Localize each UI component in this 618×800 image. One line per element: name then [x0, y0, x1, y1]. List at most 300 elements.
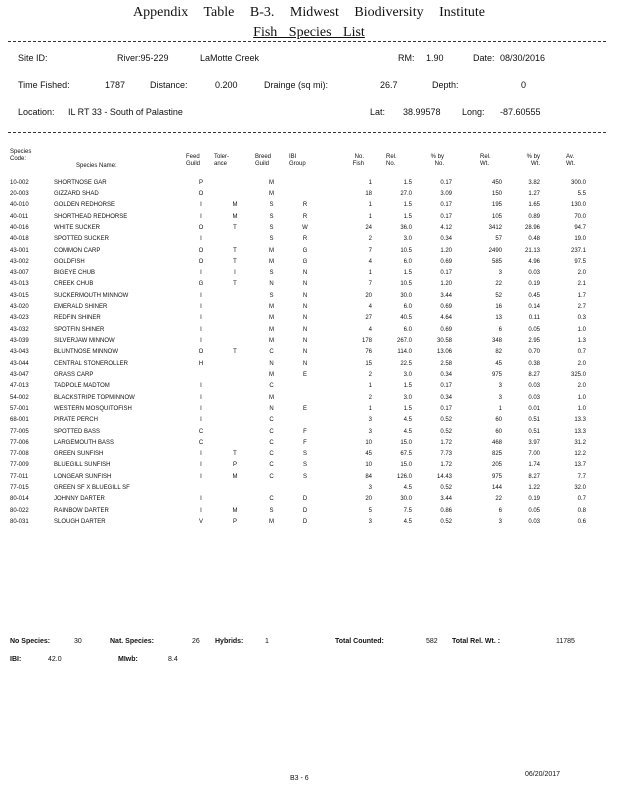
species-name-cell: RAINBOW DARTER	[54, 507, 109, 514]
tolerance-cell	[215, 403, 255, 414]
rel-wt-cell: 16	[495, 304, 502, 311]
breed-guild-cell: M	[269, 394, 274, 401]
pct-wt-cell: 8.27	[528, 473, 540, 480]
pct-wt-cell: 0.03	[528, 519, 540, 526]
ibi-group-cell: N	[302, 315, 308, 322]
breed-guild-cell: C	[269, 349, 274, 356]
table-row	[10, 516, 586, 527]
species-name-cell: CREEK CHUB	[54, 281, 94, 288]
ibi-group-cell: D	[302, 507, 308, 514]
pct-no-cell: 0.86	[440, 507, 452, 514]
pct-no-cell: 30.58	[436, 338, 452, 345]
av-wt-cell: 1.0	[577, 394, 586, 401]
total-rel-wt-label: Total Rel. Wt. :	[452, 638, 501, 645]
breed-guild-cell: C	[269, 451, 274, 458]
species-name-cell: GIZZARD SHAD	[54, 190, 99, 197]
no-fish-cell: 84	[365, 473, 372, 480]
col-header-feed-guild: Feed Guild	[186, 154, 201, 167]
species-code-cell: 43-047	[10, 371, 29, 378]
rel-wt-cell: 105	[491, 213, 502, 220]
species-name-cell: SPOTTED SUCKER	[54, 236, 110, 243]
tolerance-cell	[215, 313, 255, 324]
species-code-cell: 10-002	[10, 179, 29, 186]
rel-no-cell: 126.0	[396, 473, 412, 480]
ibi-group-cell: N	[302, 304, 308, 311]
feed-guild-cell: O	[198, 190, 204, 197]
pct-wt-cell: 28.96	[524, 224, 540, 231]
species-name-cell: TADPOLE MADTOM	[54, 383, 110, 390]
no-fish-cell: 4	[368, 304, 372, 311]
ibi-group-cell: N	[302, 349, 308, 356]
av-wt-cell: 0.7	[577, 496, 586, 503]
no-fish-cell: 15	[365, 360, 372, 367]
breed-guild-cell: M	[269, 179, 274, 186]
breed-guild-cell	[255, 482, 288, 493]
ibi-group-cell: N	[302, 326, 308, 333]
rel-no-cell: 3.0	[403, 371, 412, 378]
species-name-cell: BLUEGILL SUNFISH	[54, 462, 111, 469]
ibi-group-cell	[288, 482, 322, 493]
col-header-pct-wt: % by Wt.	[526, 154, 540, 167]
rel-wt-cell: 468	[491, 439, 502, 446]
rel-wt-cell: 195	[491, 202, 502, 209]
feed-guild-cell: I	[200, 451, 202, 458]
feed-guild-cell: I	[200, 270, 202, 277]
rel-wt-cell: 60	[495, 428, 502, 435]
pct-no-cell: 3.09	[440, 190, 452, 197]
ibi-group-cell	[288, 381, 322, 392]
breed-guild-cell: M	[269, 258, 274, 265]
pct-no-cell: 0.34	[440, 371, 452, 378]
table-row	[10, 392, 586, 403]
no-fish-cell: 76	[365, 349, 372, 356]
pct-wt-cell: 1.65	[528, 202, 540, 209]
pct-wt-cell: 0.19	[528, 281, 540, 288]
pct-no-cell: 1.72	[440, 439, 452, 446]
time-fished-value: 1787	[105, 80, 126, 90]
long-value: -87.60555	[500, 107, 541, 117]
rel-no-cell: 4.5	[403, 519, 412, 526]
ibi-group-cell: N	[302, 281, 308, 288]
feed-guild-cell: I	[200, 383, 202, 390]
feed-guild-cell: P	[198, 179, 203, 186]
species-code-cell: 77-011	[10, 473, 29, 480]
species-code-cell: 77-005	[10, 428, 29, 435]
col-header-rel-no: Rel. No.	[386, 154, 397, 167]
distance-value: 0.200	[215, 80, 238, 90]
species-code-cell: 77-008	[10, 451, 29, 458]
time-fished-label: Time Fished:	[18, 80, 70, 90]
table-row	[10, 381, 586, 392]
breed-guild-cell: S	[269, 224, 274, 231]
species-code-cell: 40-010	[10, 202, 29, 209]
table-row	[10, 279, 586, 290]
species-code-cell: 43-015	[10, 292, 29, 299]
tolerance-cell	[215, 335, 255, 346]
pct-no-cell: 0.17	[440, 270, 452, 277]
pct-no-cell: 1.20	[440, 281, 452, 288]
feed-guild-cell: I	[200, 507, 202, 514]
rel-wt-cell: 1	[498, 405, 502, 412]
pct-wt-cell: 0.48	[528, 236, 540, 243]
no-fish-cell: 20	[365, 496, 372, 503]
site-id-label: Site ID:	[18, 53, 48, 63]
rel-no-cell: 40.5	[400, 315, 412, 322]
rel-wt-cell: 585	[491, 258, 502, 265]
pct-no-cell: 0.52	[440, 485, 452, 492]
feed-guild-cell	[187, 482, 215, 493]
species-name-cell: PIRATE PERCH	[54, 417, 98, 424]
nat-species-label: Nat. Species:	[110, 638, 154, 645]
feed-guild-cell: I	[200, 213, 202, 220]
tolerance-cell: T	[233, 224, 237, 231]
no-fish-cell: 7	[368, 247, 372, 254]
drainage-label: Drainge (sq mi):	[264, 80, 329, 90]
rel-wt-cell: 22	[495, 281, 502, 288]
rel-wt-cell: 6	[498, 507, 502, 514]
table-row	[10, 358, 586, 369]
species-name-cell: SPOTTED BASS	[54, 428, 101, 435]
feed-guild-cell	[187, 369, 215, 380]
lat-value: 38.99578	[403, 107, 441, 117]
rm-label: RM:	[398, 53, 415, 63]
av-wt-cell: 13.7	[574, 462, 586, 469]
av-wt-cell: 94.7	[574, 224, 586, 231]
pct-no-cell: 0.52	[440, 519, 452, 526]
table-row	[10, 335, 586, 346]
av-wt-cell: 300.0	[570, 179, 586, 186]
col-header-breed-guild: Breed Guild	[255, 154, 272, 167]
pct-wt-cell: 0.70	[528, 349, 540, 356]
col-header-ibi-group: IBI Group	[289, 154, 306, 167]
species-code-cell: 77-009	[10, 462, 29, 469]
pct-no-cell: 0.69	[440, 304, 452, 311]
col-header-pct-no: % by No.	[430, 154, 444, 167]
species-name-cell: SUCKERMOUTH MINNOW	[54, 292, 129, 299]
miwb-label: MIwb:	[118, 656, 138, 663]
table-row	[10, 290, 586, 301]
breed-guild-cell: M	[269, 519, 274, 526]
tolerance-cell: T	[233, 281, 237, 288]
breed-guild-cell: M	[269, 371, 274, 378]
ibi-group-cell	[288, 177, 322, 188]
av-wt-cell: 2.1	[577, 281, 586, 288]
pct-no-cell: 0.17	[440, 202, 452, 209]
species-name-cell: SPOTFIN SHINER	[54, 326, 105, 333]
rel-no-cell: 15.0	[400, 439, 412, 446]
pct-wt-cell: 0.01	[528, 405, 540, 412]
table-row	[10, 211, 586, 222]
table-row	[10, 426, 586, 437]
tolerance-cell: T	[233, 451, 237, 458]
rel-no-cell: 1.5	[403, 405, 412, 412]
rel-wt-cell: 22	[495, 496, 502, 503]
breed-guild-cell: N	[269, 360, 274, 367]
table-row	[10, 313, 586, 324]
rel-no-cell: 114.0	[397, 349, 412, 356]
tolerance-cell	[215, 482, 255, 493]
species-name-cell: SHORTHEAD REDHORSE	[54, 213, 128, 220]
species-code-cell: 77-015	[10, 485, 29, 492]
rel-no-cell: 30.0	[400, 292, 412, 299]
av-wt-cell: 2.0	[577, 383, 586, 390]
pct-wt-cell: 1.27	[528, 190, 540, 197]
col-header-rel-wt: Rel. Wt.	[480, 154, 491, 167]
av-wt-cell: 97.5	[574, 258, 586, 265]
breed-guild-cell: C	[269, 428, 274, 435]
av-wt-cell: 0.6	[577, 519, 586, 526]
pct-no-cell: 0.34	[440, 394, 452, 401]
breed-guild-cell: S	[269, 292, 274, 299]
breed-guild-cell: S	[269, 270, 274, 277]
tolerance-cell: T	[233, 258, 237, 265]
pct-no-cell: 0.17	[440, 405, 452, 412]
av-wt-cell: 0.3	[577, 315, 586, 322]
location-label: Location:	[18, 107, 55, 117]
species-code-cell: 80-022	[10, 507, 29, 514]
no-fish-cell: 10	[365, 462, 372, 469]
rel-wt-cell: 60	[495, 417, 502, 424]
breed-guild-cell: N	[269, 405, 274, 412]
feed-guild-cell: G	[198, 281, 204, 288]
species-name-cell: LONGEAR SUNFISH	[54, 473, 112, 480]
table-row	[10, 324, 586, 335]
date-label: Date:	[473, 53, 495, 63]
no-fish-cell: 4	[368, 258, 372, 265]
av-wt-cell: 2.0	[577, 270, 586, 277]
ibi-group-cell: G	[302, 247, 308, 254]
no-fish-cell: 3	[368, 428, 372, 435]
lat-label: Lat:	[370, 107, 386, 117]
hybrids-label: Hybrids:	[215, 638, 244, 645]
species-table-body	[10, 177, 586, 528]
no-fish-cell: 45	[365, 451, 372, 458]
table-row	[10, 256, 586, 267]
av-wt-cell: 2.0	[577, 360, 586, 367]
breed-guild-cell: C	[269, 439, 274, 446]
table-row	[10, 482, 586, 493]
rel-wt-cell: 348	[491, 338, 502, 345]
pct-no-cell: 2.58	[440, 360, 452, 367]
date-value: 08/30/2016	[500, 53, 546, 63]
pct-no-cell: 0.17	[440, 179, 452, 186]
feed-guild-cell: I	[200, 405, 202, 412]
species-code-cell: 43-002	[10, 258, 29, 265]
rm-value: 1.90	[426, 53, 444, 63]
table-row	[10, 505, 586, 516]
av-wt-cell: 1.0	[577, 405, 586, 412]
species-name-cell: LARGEMOUTH BASS	[54, 439, 115, 446]
pct-no-cell: 0.69	[440, 258, 452, 265]
nat-species-value: 26	[192, 638, 200, 645]
tolerance-cell: P	[232, 462, 237, 469]
rel-no-cell: 1.5	[403, 202, 412, 209]
species-code-cell: 43-013	[10, 281, 29, 288]
breed-guild-cell: M	[269, 247, 274, 254]
species-name-cell: BIGEYE CHUB	[54, 270, 96, 277]
river-name: LaMotte Creek	[200, 53, 260, 63]
ibi-group-cell: N	[302, 360, 308, 367]
rel-wt-cell: 975	[491, 371, 502, 378]
divider	[8, 132, 606, 133]
ibi-group-cell: R	[302, 236, 308, 243]
species-code-cell: 43-023	[10, 315, 29, 322]
species-name-cell: JOHNNY DARTER	[54, 496, 105, 503]
table-row	[10, 449, 586, 460]
ibi-group-cell: N	[302, 292, 308, 299]
species-code-cell: 80-014	[10, 496, 29, 503]
rel-wt-cell: 3	[498, 383, 502, 390]
pct-wt-cell: 4.96	[528, 258, 540, 265]
location-value: IL RT 33 - South of Palastine	[68, 107, 183, 117]
pct-wt-cell: 0.03	[528, 394, 540, 401]
no-fish-cell: 1	[368, 179, 372, 186]
no-fish-cell: 7	[368, 281, 372, 288]
tolerance-cell	[215, 188, 255, 199]
rel-no-cell: 3.0	[403, 236, 412, 243]
rel-no-cell: 1.5	[403, 270, 412, 277]
pct-no-cell: 1.20	[440, 247, 452, 254]
pct-no-cell: 0.17	[440, 213, 452, 220]
table-row	[10, 188, 586, 199]
tolerance-cell	[215, 234, 255, 245]
report-subtitle: Fish Species List	[253, 25, 365, 40]
no-species-label: No Species:	[10, 638, 51, 645]
ibi-group-cell: F	[303, 439, 307, 446]
ibi-group-cell: E	[302, 371, 307, 378]
rel-no-cell: 7.5	[403, 507, 412, 514]
rel-wt-cell: 144	[491, 485, 502, 492]
tolerance-cell: M	[232, 202, 238, 209]
rel-no-cell: 6.0	[403, 326, 412, 333]
breed-guild-cell: M	[269, 315, 274, 322]
rel-wt-cell: 3412	[488, 224, 502, 231]
species-name-cell: WESTERN MOSQUITOFISH	[54, 405, 132, 412]
tolerance-cell: M	[232, 473, 238, 480]
feed-guild-cell: I	[200, 417, 202, 424]
rel-wt-cell: 3	[498, 394, 502, 401]
rel-no-cell: 1.5	[403, 213, 412, 220]
rel-wt-cell: 6	[498, 326, 502, 333]
feed-guild-cell: O	[198, 258, 204, 265]
breed-guild-cell: C	[269, 383, 274, 390]
rel-no-cell: 10.5	[400, 247, 412, 254]
feed-guild-cell: I	[200, 236, 202, 243]
species-code-cell: 40-016	[10, 224, 29, 231]
feed-guild-cell: I	[200, 473, 202, 480]
pct-wt-cell: 7.00	[528, 451, 540, 458]
av-wt-cell: 5.5	[577, 190, 586, 197]
feed-guild-cell: V	[198, 519, 203, 526]
rel-no-cell: 27.0	[400, 190, 412, 197]
species-code-cell: 54-002	[10, 394, 29, 401]
ibi-group-cell	[288, 415, 322, 426]
pct-wt-cell: 0.05	[528, 326, 540, 333]
col-header-species-name: Species Name:	[76, 163, 117, 169]
no-fish-cell: 27	[365, 315, 372, 322]
av-wt-cell: 0.8	[577, 507, 586, 514]
no-fish-cell: 20	[365, 292, 372, 299]
rel-wt-cell: 57	[495, 236, 502, 243]
pct-no-cell: 0.69	[440, 326, 452, 333]
tolerance-cell: T	[233, 247, 237, 254]
table-row	[10, 415, 586, 426]
species-code-cell: 43-039	[10, 338, 29, 345]
tolerance-cell	[215, 369, 255, 380]
av-wt-cell: 1.3	[577, 338, 586, 345]
feed-guild-cell: I	[200, 315, 202, 322]
feed-guild-cell: I	[200, 338, 202, 345]
rel-wt-cell: 82	[495, 349, 502, 356]
tolerance-cell	[215, 177, 255, 188]
rel-no-cell: 10.5	[400, 281, 412, 288]
av-wt-cell: 1.0	[577, 326, 586, 333]
footer-date: 06/20/2017	[525, 771, 561, 778]
av-wt-cell: 237.1	[570, 247, 586, 254]
rel-no-cell: 3.0	[403, 394, 412, 401]
pct-wt-cell: 3.82	[528, 179, 540, 186]
tolerance-cell	[215, 290, 255, 301]
pct-wt-cell: 1.22	[528, 485, 540, 492]
table-row	[10, 234, 586, 245]
pct-wt-cell: 0.51	[528, 428, 540, 435]
ibi-group-cell: N	[302, 338, 308, 345]
breed-guild-cell: M	[269, 304, 274, 311]
ibi-group-cell: S	[302, 473, 307, 480]
species-code-cell: 57-001	[10, 405, 29, 412]
pct-wt-cell: 0.03	[528, 270, 540, 277]
miwb-value: 8.4	[168, 656, 178, 663]
tolerance-cell	[215, 392, 255, 403]
ibi-group-cell	[288, 188, 322, 199]
page-number: B3 - 6	[290, 775, 309, 782]
table-row	[10, 222, 586, 233]
ibi-group-cell: W	[302, 224, 308, 231]
breed-guild-cell: M	[269, 338, 274, 345]
total-rel-wt-value: 11785	[556, 638, 575, 645]
ibi-group-cell: E	[302, 405, 307, 412]
feed-guild-cell: O	[198, 224, 204, 231]
feed-guild-cell: O	[198, 247, 204, 254]
ibi-group-cell: G	[302, 258, 308, 265]
tolerance-cell: I	[234, 270, 236, 277]
pct-no-cell: 3.44	[440, 496, 452, 503]
ibi-group-cell: R	[302, 202, 308, 209]
species-code-cell: 40-011	[10, 213, 29, 220]
feed-guild-cell: C	[198, 439, 204, 446]
rel-no-cell: 15.0	[400, 462, 412, 469]
rel-wt-cell: 3	[498, 519, 502, 526]
rel-wt-cell: 205	[491, 462, 502, 469]
pct-wt-cell: 0.11	[528, 315, 540, 322]
av-wt-cell: 19.0	[574, 236, 586, 243]
av-wt-cell: 2.7	[577, 304, 586, 311]
total-counted-value: 582	[426, 638, 438, 645]
av-wt-cell: 130.0	[570, 202, 586, 209]
pct-wt-cell: 3.97	[528, 439, 540, 446]
tolerance-cell	[215, 381, 255, 392]
ibi-label: IBI:	[10, 656, 22, 663]
rel-wt-cell: 2490	[488, 247, 502, 254]
tolerance-cell: T	[233, 349, 237, 356]
breed-guild-cell: C	[269, 417, 274, 424]
tolerance-cell	[215, 324, 255, 335]
species-code-cell: 43-001	[10, 247, 29, 254]
pct-wt-cell: 21.13	[524, 247, 540, 254]
pct-wt-cell: 0.38	[528, 360, 540, 367]
tolerance-cell: M	[232, 213, 238, 220]
species-name-cell: REDFIN SHINER	[54, 315, 101, 322]
